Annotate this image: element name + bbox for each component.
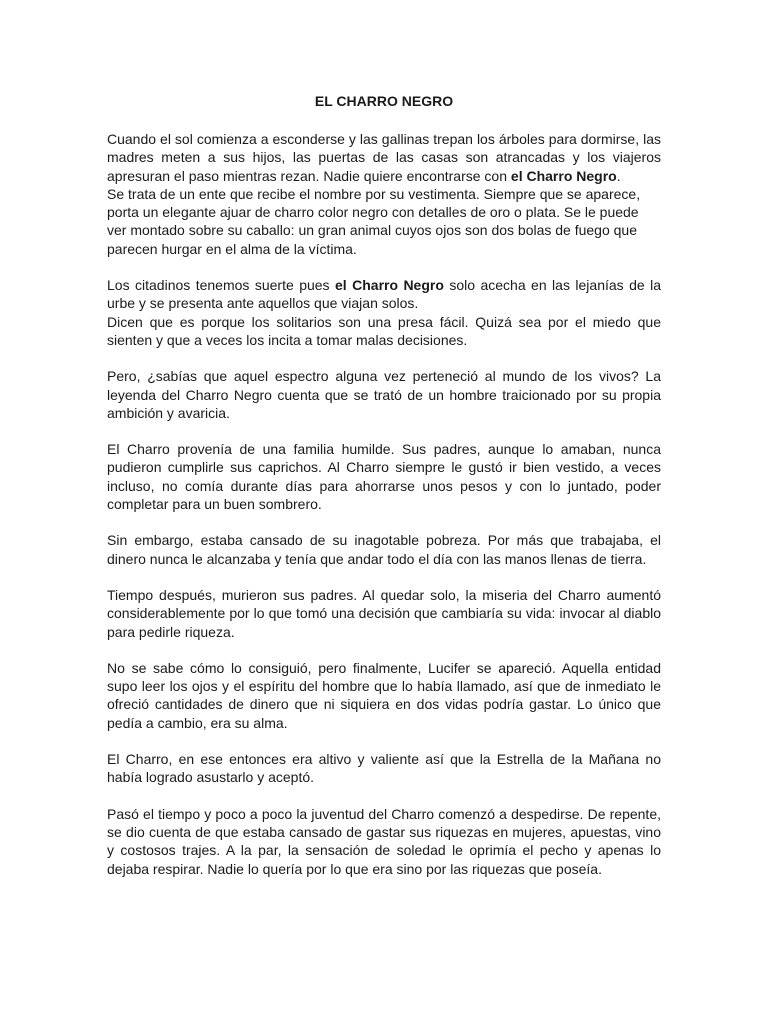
paragraph-2-part-c: Dicen que es porque los solitarios son una presa fácil. Quizá sea por el miedo que sienten y que a veces los incita a tomar malas decisiones. [107, 313, 661, 348]
paragraph-2-text-b: solo acecha en las lejanías de la urbe y se presenta ante aquellos que viajan solos. [107, 277, 661, 312]
paragraph-6: Tiempo después, murieron sus padres. Al quedar solo, la miseria del Charro aumentó considerablemente por lo que tomó una decisión que cambiaría su vida: invocar al diablo para pedirle riqueza. [107, 586, 661, 640]
paragraph-4: El Charro provenía de una familia humilde. Sus padres, aunque lo amaban, nunca pudieron cumplirle sus caprichos. Al Charro siempre le gustó ir bien vestido, a veces incluso, no comía durante días para ahorrarse unos pesos y con lo juntado, poder completar para un buen sombrero. [107, 441, 661, 513]
bold-name-charro-negro-2: el Charro Negro [335, 277, 444, 294]
paragraph-2-text-a: Los citadinos tenemos suerte pues [107, 277, 335, 294]
paragraph-1-text-b: . [616, 167, 621, 184]
paragraph-5: Sin embargo, estaba cansado de su inagotable pobreza. Por más que trabajaba, el dinero nunca le alcanzaba y tenía que andar todo el día con las manos llenas de tierra. [107, 532, 661, 567]
paragraph-1-part-c: Se trata de un ente que recibe el nombre por su vestimenta. Siempre que se aparece, porta un elegante ajuar de charro color negro con detalles de oro o plata. Se le puede ver montado sobre su caballo: un gran animal cuyos ojos son dos bolas de fuego que parecen hurgar en el alma de la víctima. [107, 185, 641, 257]
paragraph-2 [107, 276, 661, 349]
paragraph-1 [107, 130, 661, 258]
paragraph-3: Pero, ¿sabías que aquel espectro alguna vez perteneció al mundo de los vivos? La leyenda del Charro Negro cuenta que se trató de un hombre traicionado por su propia ambición y avaricia. [107, 368, 661, 421]
bold-name-charro-negro: el Charro Negro [510, 167, 617, 184]
paragraph-8: El Charro, en ese entonces era altivo y valiente así que la Estrella de la Mañana no había logrado asustarlo y aceptó. [107, 751, 661, 786]
paragraph-2-part-a [107, 276, 661, 313]
paragraph-7: No se sabe cómo lo consiguió, pero finalmente, Lucifer se apareció. Aquella entidad supo leer los ojos y el espíritu del hombre que lo había llamado, así que de inmediato le ofreció cantidades de dinero que ni siquiera en dos vidas podría gastar. Lo único que pedía a cambio, era su alma. [107, 659, 661, 731]
paragraph-9: Pasó el tiempo y poco a poco la juventud del Charro comenzó a despedirse. De repente, se dio cuenta de que estaba cansado de gastar sus riquezas en mujeres, apuestas, vino y costosos trajes. A la par, la sensación de soledad le oprimía el pecho y apenas lo dejaba respirar. Nadie lo quería por lo que era sino por las riquezas que poseía. [107, 805, 661, 877]
paragraph-1-text-a: Cuando el sol comienza a esconderse y las gallinas trepan los árboles para dormirse, las madres meten a sus hijos, las puertas de las casas son atrancadas y los viajeros apresuran el paso mientras rezan. Nadie quiere encontrarse con [107, 131, 661, 184]
paragraph-1-part-a [107, 130, 661, 185]
document-title: EL CHARRO NEGRO [314, 93, 454, 109]
